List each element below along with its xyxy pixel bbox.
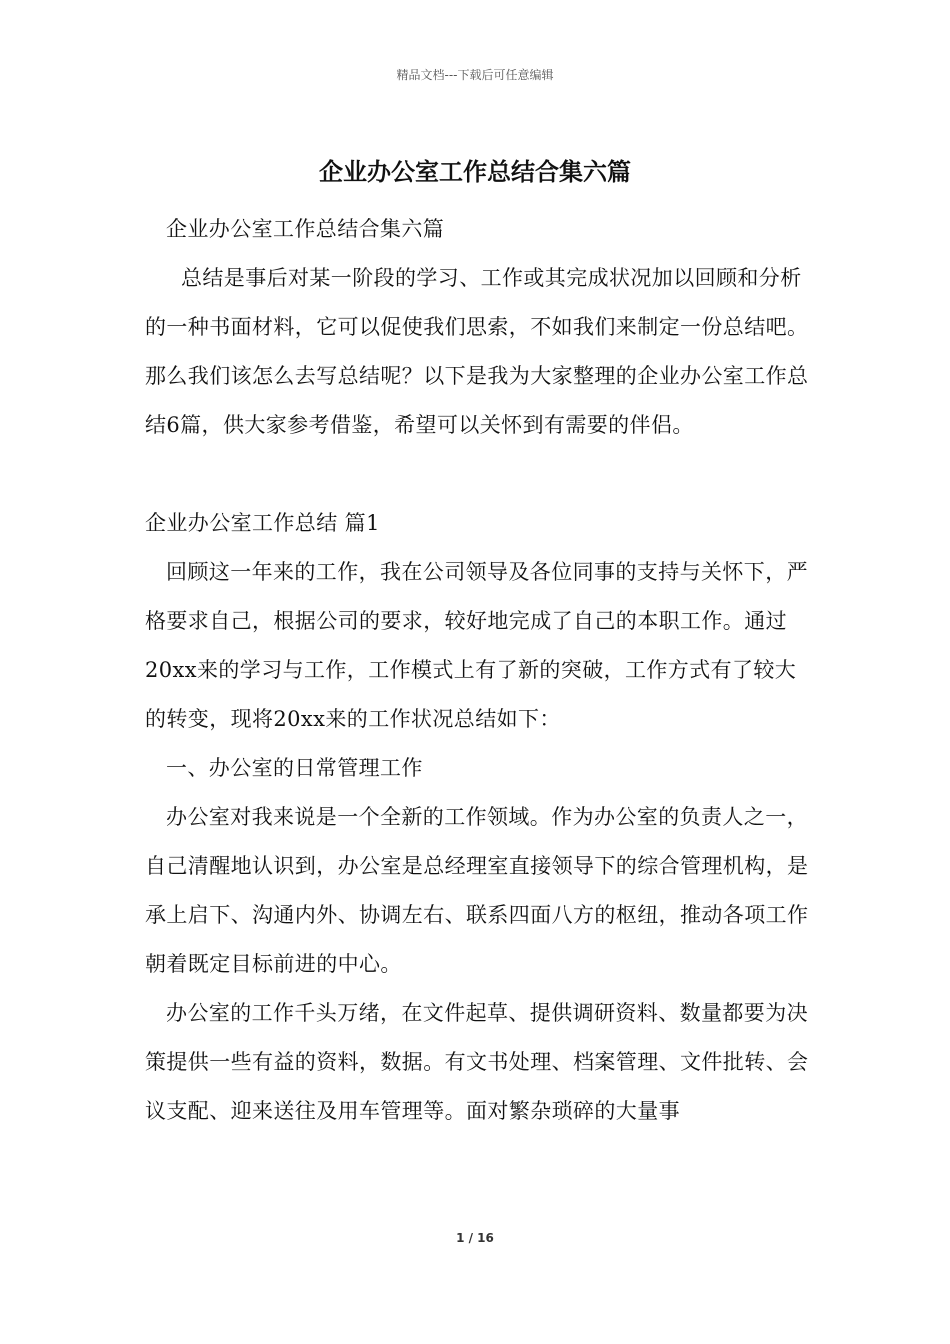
section-heading: 企业办公室工作总结 篇1 bbox=[145, 511, 380, 535]
body-paragraph: 办公室对我来说是一个全新的工作领域。作为办公室的负责人之一，自己清醒地认识到，办公室是总经理室直接领导下的综合管理机构，是承上启下、沟通内外、协调左右、联系四面八方的枢纽，推动各项工作朝着既定目标前进的中心。 bbox=[145, 805, 809, 976]
body-paragraph: 回顾这一年来的工作，我在公司领导及各位同事的支持与关怀下，严格要求自己，根据公司的要求，较好地完成了自己的本职工作。通过20xx来的学习与工作，工作模式上有了新的突破，工作方式有了较大的转变，现将20xx来的工作状况总结如下： bbox=[145, 560, 808, 731]
body-paragraph: 办公室的工作千头万绪，在文件起草、提供调研资料、数量都要为决策提供一些有益的资料，数据。有文书处理、档案管理、文件批转、会议支配、迎来送往及用车管理等。面对繁杂琐碎的大量事 bbox=[145, 1001, 809, 1123]
header-note: 精品文档---下载后可任意编辑 bbox=[396, 68, 554, 82]
page-number: 1 / 16 bbox=[456, 1231, 494, 1245]
document-title: 企业办公室工作总结合集六篇 bbox=[319, 158, 631, 186]
subsection-heading: 一、办公室的日常管理工作 bbox=[166, 756, 423, 780]
subtitle-paragraph: 企业办公室工作总结合集六篇 bbox=[166, 217, 445, 241]
document-body bbox=[145, 205, 810, 1136]
intro-paragraph: 总结是事后对某一阶段的学习、工作或其完成状况加以回顾和分析的一种书面材料，它可以促使我们思索，不如我们来制定一份总结吧。那么我们该怎么去写总结呢？以下是我为大家整理的企业办公室工作总结6篇，供大家参考借鉴，希望可以关怀到有需要的伴侣。 bbox=[145, 266, 809, 437]
paragraph-spacer bbox=[145, 450, 810, 499]
